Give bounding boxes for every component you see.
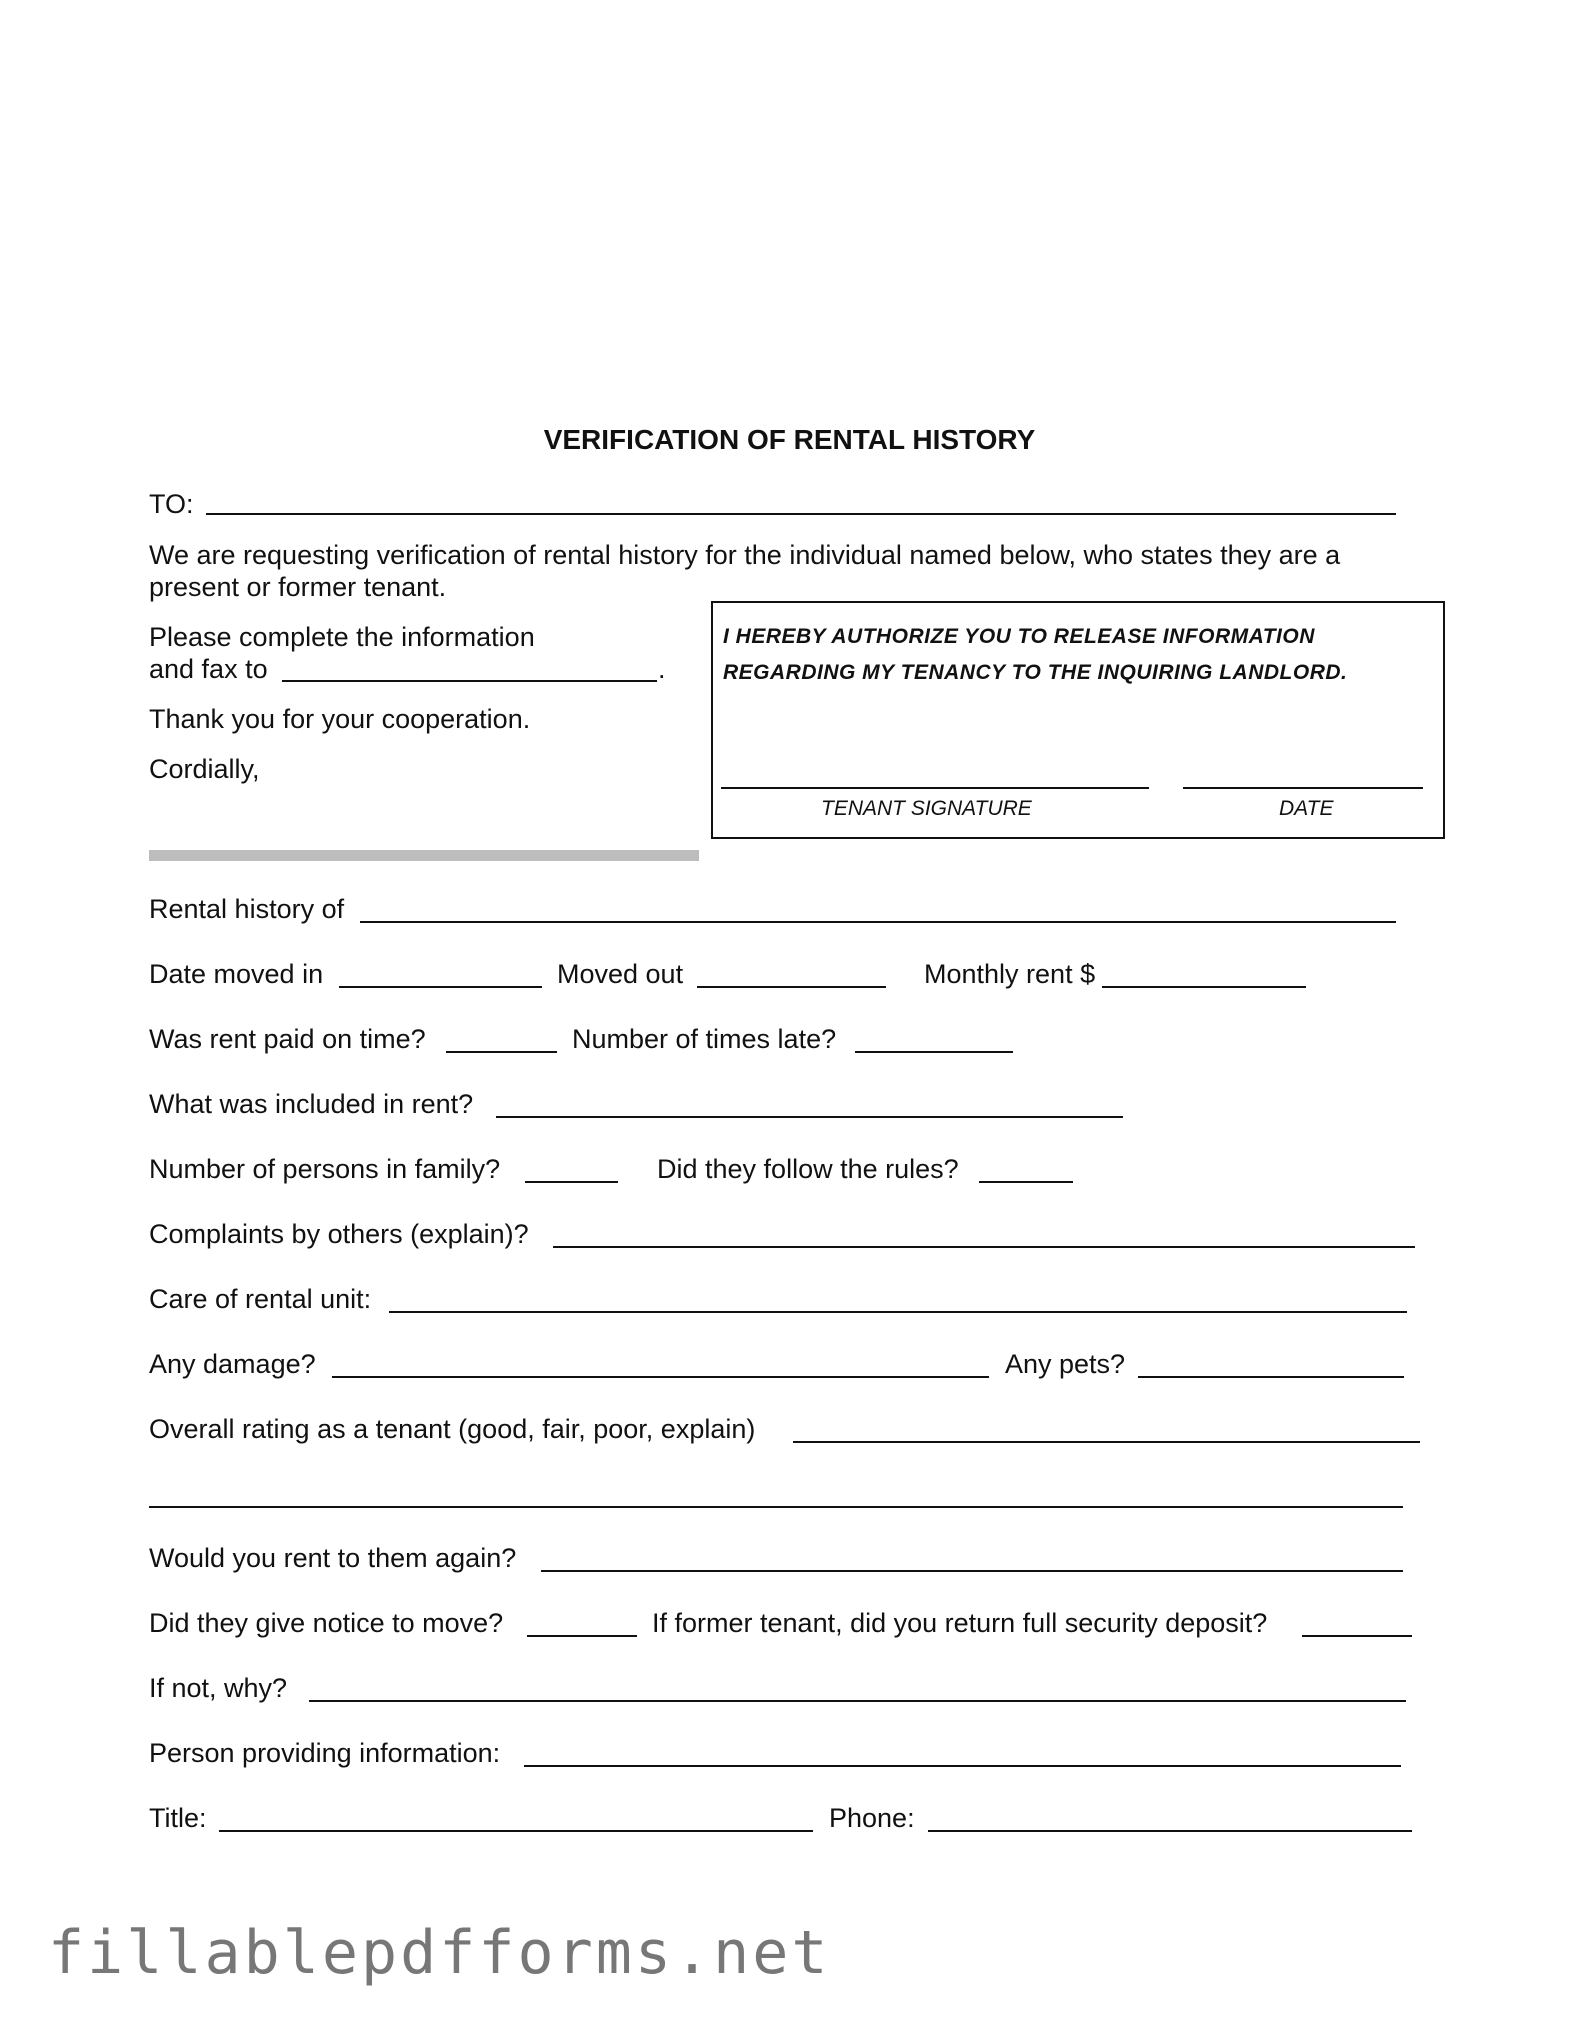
separator-bar xyxy=(149,850,699,861)
tenant-signature-label: TENANT SIGNATURE xyxy=(821,797,1032,820)
care-of-unit-label: Care of rental unit: xyxy=(149,1284,372,1314)
complaints-label: Complaints by others (explain)? xyxy=(149,1219,529,1249)
person-providing-label: Person providing information: xyxy=(149,1738,501,1768)
if-not-why-field[interactable] xyxy=(309,1700,1406,1702)
monthly-rent-label: Monthly rent $ xyxy=(924,959,1096,989)
closing-text: Cordially, xyxy=(149,754,260,784)
request-text-line2: present or former tenant. xyxy=(149,572,447,602)
rental-history-field[interactable] xyxy=(360,921,1396,923)
title-label: Title: xyxy=(149,1803,207,1833)
times-late-label: Number of times late? xyxy=(572,1024,837,1054)
if-not-why-label: If not, why? xyxy=(149,1673,288,1703)
security-deposit-label: If former tenant, did you return full security deposit? xyxy=(652,1608,1268,1638)
form-title: VERIFICATION OF RENTAL HISTORY xyxy=(543,424,1036,455)
authorization-box xyxy=(711,601,1445,839)
rental-history-label: Rental history of xyxy=(149,894,345,924)
security-deposit-field[interactable] xyxy=(1302,1635,1412,1637)
monthly-rent-field[interactable] xyxy=(1102,986,1306,988)
persons-in-family-label: Number of persons in family? xyxy=(149,1154,501,1184)
rent-on-time-label: Was rent paid on time? xyxy=(149,1024,426,1054)
overall-rating-label: Overall rating as a tenant (good, fair, poor, explain) xyxy=(149,1414,756,1444)
authorization-line1: I HEREBY AUTHORIZE YOU TO RELEASE INFORMATION xyxy=(723,625,1315,648)
complete-text-line1: Please complete the information xyxy=(149,622,535,652)
authorization-line2: REGARDING MY TENANCY TO THE INQUIRING LANDLORD. xyxy=(723,661,1348,684)
to-label: TO: xyxy=(149,489,194,519)
care-of-unit-field[interactable] xyxy=(389,1311,1407,1313)
times-late-field[interactable] xyxy=(855,1051,1013,1053)
title-field[interactable] xyxy=(219,1830,813,1832)
signature-date-field[interactable] xyxy=(1183,787,1423,789)
person-providing-field[interactable] xyxy=(524,1765,1401,1767)
give-notice-field[interactable] xyxy=(527,1635,637,1637)
fax-to-field[interactable] xyxy=(282,680,657,682)
any-damage-label: Any damage? xyxy=(149,1349,316,1379)
rent-again-field[interactable] xyxy=(541,1570,1403,1572)
fax-period: . xyxy=(658,654,666,684)
phone-field[interactable] xyxy=(928,1830,1412,1832)
watermark-text: fillablepdfforms.net xyxy=(48,1918,831,1988)
complete-text-line2: and fax to xyxy=(149,654,268,684)
date-label: DATE xyxy=(1279,797,1334,820)
follow-rules-field[interactable] xyxy=(979,1181,1073,1183)
any-pets-field[interactable] xyxy=(1138,1376,1404,1378)
request-text-line1: We are requesting verification of rental history for the individual named below, who states they are a xyxy=(149,540,1341,570)
persons-in-family-field[interactable] xyxy=(525,1181,618,1183)
date-moved-in-field[interactable] xyxy=(339,986,542,988)
overall-rating-field[interactable] xyxy=(793,1441,1420,1443)
any-damage-field[interactable] xyxy=(332,1376,989,1378)
rent-on-time-field[interactable] xyxy=(446,1051,557,1053)
follow-rules-label: Did they follow the rules? xyxy=(657,1154,959,1184)
tenant-signature-field[interactable] xyxy=(721,787,1149,789)
phone-label: Phone: xyxy=(829,1803,915,1833)
moved-out-label: Moved out xyxy=(557,959,684,989)
any-pets-label: Any pets? xyxy=(1005,1349,1126,1379)
moved-out-field[interactable] xyxy=(697,986,886,988)
complaints-field[interactable] xyxy=(553,1246,1415,1248)
overall-rating-field-continued[interactable] xyxy=(149,1506,1403,1508)
to-field[interactable] xyxy=(206,513,1396,515)
rent-again-label: Would you rent to them again? xyxy=(149,1543,517,1573)
included-in-rent-field[interactable] xyxy=(496,1116,1123,1118)
included-in-rent-label: What was included in rent? xyxy=(149,1089,474,1119)
thanks-text: Thank you for your cooperation. xyxy=(149,704,531,734)
give-notice-label: Did they give notice to move? xyxy=(149,1608,504,1638)
date-moved-in-label: Date moved in xyxy=(149,959,324,989)
